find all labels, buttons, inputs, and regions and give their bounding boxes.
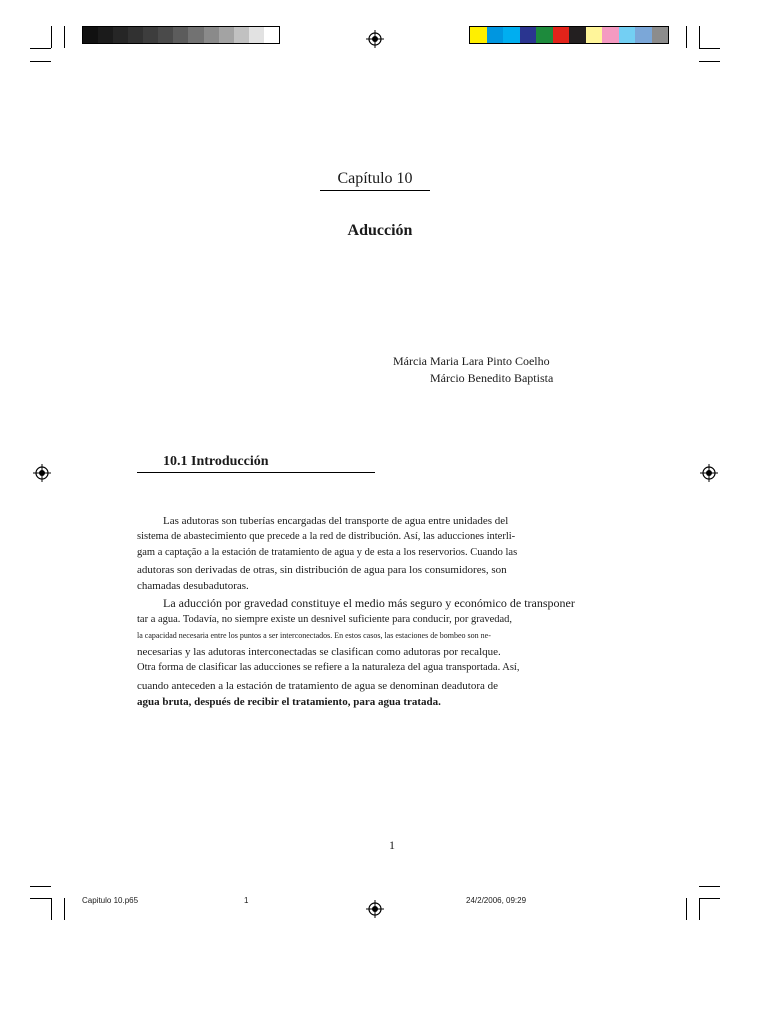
body-line: Las adutoras son tuberías encargadas del transporte de agua entre unidades del (163, 515, 509, 527)
gray-swatch (173, 27, 188, 43)
section-divider (137, 472, 375, 473)
chapter-divider (320, 190, 430, 191)
body-line: la capacidad necesaria entre los puntos a ser interconectados. En estos casos, las estaciones de bombeo son ne- (137, 631, 491, 640)
color-swatch (602, 27, 619, 43)
gray-swatch (249, 27, 264, 43)
author-secondary: Márcio Benedito Baptista (430, 371, 554, 385)
body-line: adutoras son derivadas de otras, sin distribución de agua para los consumidores, son (137, 564, 507, 576)
body-line: agua bruta, después de recibir el tratamiento, para agua tratada. (137, 696, 441, 708)
registration-mark-icon (366, 900, 384, 918)
slug-timestamp: 24/2/2006, 09:29 (466, 896, 527, 905)
gray-swatch (113, 27, 128, 43)
gray-swatch (83, 27, 98, 43)
body-line: Otra forma de clasificar las aducciones se refiere a la naturaleza del agua transportada. Así, (137, 662, 520, 673)
color-swatch (635, 27, 652, 43)
color-swatch (536, 27, 553, 43)
section-heading: 10.1 Introducción (163, 454, 269, 469)
color-swatch (503, 27, 520, 43)
color-swatch (470, 27, 487, 43)
gray-swatch (98, 27, 113, 43)
author-primary: Márcia Maria Lara Pinto Coelho (393, 354, 550, 368)
registration-mark-icon (33, 464, 51, 482)
chapter-title: Aducción (347, 222, 413, 239)
body-line: necesarias y las adutoras interconectadas se clasifican como adutoras por recalque. (137, 646, 501, 658)
gray-swatch (188, 27, 203, 43)
gray-swatch (128, 27, 143, 43)
slug-filename: Capitulo 10.p65 (82, 896, 139, 905)
color-swatch (553, 27, 570, 43)
gray-swatch (264, 27, 279, 43)
color-swatch (569, 27, 586, 43)
page-number: 1 (389, 838, 395, 852)
body-line: cuando anteceden a la estación de tratamiento de agua se denominan deadutora de (137, 680, 499, 692)
chapter-label: Capítulo 10 (337, 170, 413, 187)
body-line: tar a agua. Todavía, no siempre existe un desnivel suficiente para conducir, por gravedad, (137, 614, 513, 625)
gray-swatch (158, 27, 173, 43)
gray-swatch (204, 27, 219, 43)
body-line: sistema de abastecimiento que precede a la red de distribución. Así, las aducciones interli- (137, 531, 516, 542)
body-line: La aducción por gravedad constituye el medio más seguro y económico de transponer (163, 596, 575, 610)
color-swatch (586, 27, 603, 43)
color-swatch (652, 27, 669, 43)
body-line: chamadas desubadutoras. (137, 580, 249, 592)
color-swatch (520, 27, 537, 43)
color-swatch (619, 27, 636, 43)
color-calibration-bar (469, 26, 669, 44)
registration-mark-icon (700, 464, 718, 482)
grayscale-calibration-bar (82, 26, 280, 44)
gray-swatch (143, 27, 158, 43)
registration-mark-icon (366, 30, 384, 48)
slug-page: 1 (244, 896, 249, 905)
body-line: gam a captação a la estación de tratamiento de agua y de esta a los reservorios. Cuando las (137, 547, 518, 558)
gray-swatch (219, 27, 234, 43)
color-swatch (487, 27, 504, 43)
gray-swatch (234, 27, 249, 43)
